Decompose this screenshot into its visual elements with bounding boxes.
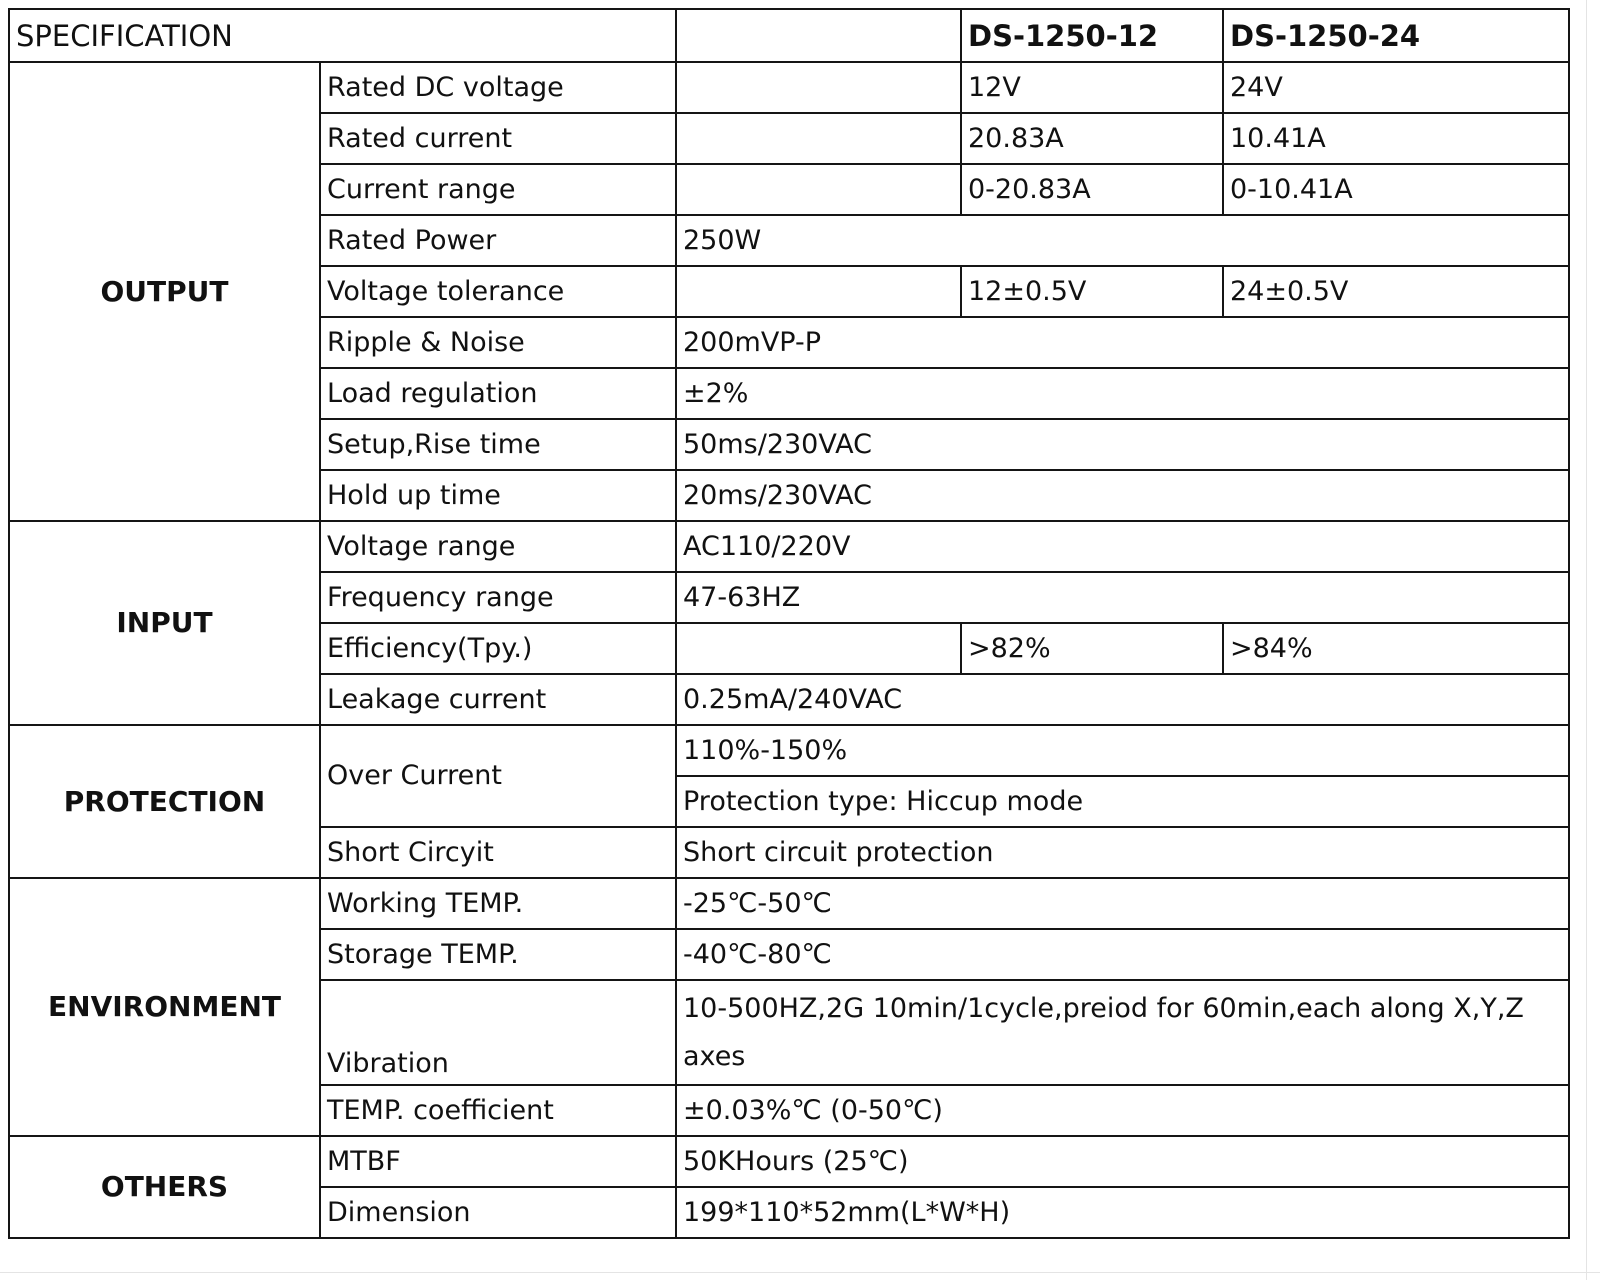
row-label: Working TEMP. bbox=[320, 878, 676, 929]
row-label: Over Current bbox=[320, 725, 676, 827]
value-cell: ±0.03%℃ (0-50℃) bbox=[676, 1085, 1569, 1136]
value-cell: 250W bbox=[676, 215, 1569, 266]
table-row bbox=[9, 1136, 1569, 1187]
value-cell: -40℃-80℃ bbox=[676, 929, 1569, 980]
row-label: Dimension bbox=[320, 1187, 676, 1238]
table-row bbox=[9, 62, 1569, 113]
value-cell: 110%-150% bbox=[676, 725, 1569, 776]
value-cell: 10-500HZ,2G 10min/1cycle,preiod for 60min,each along X,Y,Z axes bbox=[676, 980, 1569, 1085]
row-label: Voltage tolerance bbox=[320, 266, 676, 317]
value-cell: 0.25mA/240VAC bbox=[676, 674, 1569, 725]
row-label: Setup,Rise time bbox=[320, 419, 676, 470]
row-label: Voltage range bbox=[320, 521, 676, 572]
model-ds-1250-12: DS-1250-12 bbox=[961, 9, 1223, 62]
value-cell: AC110/220V bbox=[676, 521, 1569, 572]
value-cell: Protection type: Hiccup mode bbox=[676, 776, 1569, 827]
value-24v: 10.41A bbox=[1223, 113, 1569, 164]
section-input: INPUT bbox=[9, 521, 320, 725]
value-24v: 0-10.41A bbox=[1223, 164, 1569, 215]
table-row bbox=[9, 725, 1569, 776]
section-protection: PROTECTION bbox=[9, 725, 320, 878]
value-24v: 24±0.5V bbox=[1223, 266, 1569, 317]
section-others: OTHERS bbox=[9, 1136, 320, 1238]
empty-cell bbox=[676, 164, 961, 215]
value-12v: 12±0.5V bbox=[961, 266, 1223, 317]
value-cell: Short circuit protection bbox=[676, 827, 1569, 878]
empty-cell bbox=[676, 266, 961, 317]
value-24v: 24V bbox=[1223, 62, 1569, 113]
row-label: Rated current bbox=[320, 113, 676, 164]
value-cell: 200mVP-P bbox=[676, 317, 1569, 368]
row-label: Vibration bbox=[320, 980, 676, 1085]
section-environment: ENVIRONMENT bbox=[9, 878, 320, 1136]
row-label: Efficiency(Tpy.) bbox=[320, 623, 676, 674]
header-row bbox=[9, 9, 1569, 62]
value-cell: 47-63HZ bbox=[676, 572, 1569, 623]
value-12v: 20.83A bbox=[961, 113, 1223, 164]
row-label: MTBF bbox=[320, 1136, 676, 1187]
section-output: OUTPUT bbox=[9, 62, 320, 521]
empty-cell bbox=[676, 9, 961, 62]
row-label: Short Circyit bbox=[320, 827, 676, 878]
model-ds-1250-24: DS-1250-24 bbox=[1223, 9, 1569, 62]
row-label: Storage TEMP. bbox=[320, 929, 676, 980]
row-label: Hold up time bbox=[320, 470, 676, 521]
value-cell: 20ms/230VAC bbox=[676, 470, 1569, 521]
row-label: Frequency range bbox=[320, 572, 676, 623]
row-label: Load regulation bbox=[320, 368, 676, 419]
row-label: Leakage current bbox=[320, 674, 676, 725]
value-12v: 12V bbox=[961, 62, 1223, 113]
empty-cell bbox=[676, 623, 961, 674]
row-label: Ripple & Noise bbox=[320, 317, 676, 368]
grid-line bbox=[0, 1272, 1600, 1273]
value-cell: 50ms/230VAC bbox=[676, 419, 1569, 470]
specification-table bbox=[8, 8, 1570, 1239]
value-12v: 0-20.83A bbox=[961, 164, 1223, 215]
row-label: Rated Power bbox=[320, 215, 676, 266]
value-24v: >84% bbox=[1223, 623, 1569, 674]
value-cell: 199*110*52mm(L*W*H) bbox=[676, 1187, 1569, 1238]
row-label: Rated DC voltage bbox=[320, 62, 676, 113]
spec-title: SPECIFICATION bbox=[9, 9, 676, 62]
row-label: Current range bbox=[320, 164, 676, 215]
empty-cell bbox=[676, 62, 961, 113]
value-cell: -25℃-50℃ bbox=[676, 878, 1569, 929]
empty-cell bbox=[676, 113, 961, 164]
grid-line bbox=[1586, 0, 1587, 1280]
table-row bbox=[9, 521, 1569, 572]
value-cell: 50KHours (25℃) bbox=[676, 1136, 1569, 1187]
value-cell: ±2% bbox=[676, 368, 1569, 419]
table-row bbox=[9, 878, 1569, 929]
value-12v: >82% bbox=[961, 623, 1223, 674]
row-label: TEMP. coefficient bbox=[320, 1085, 676, 1136]
